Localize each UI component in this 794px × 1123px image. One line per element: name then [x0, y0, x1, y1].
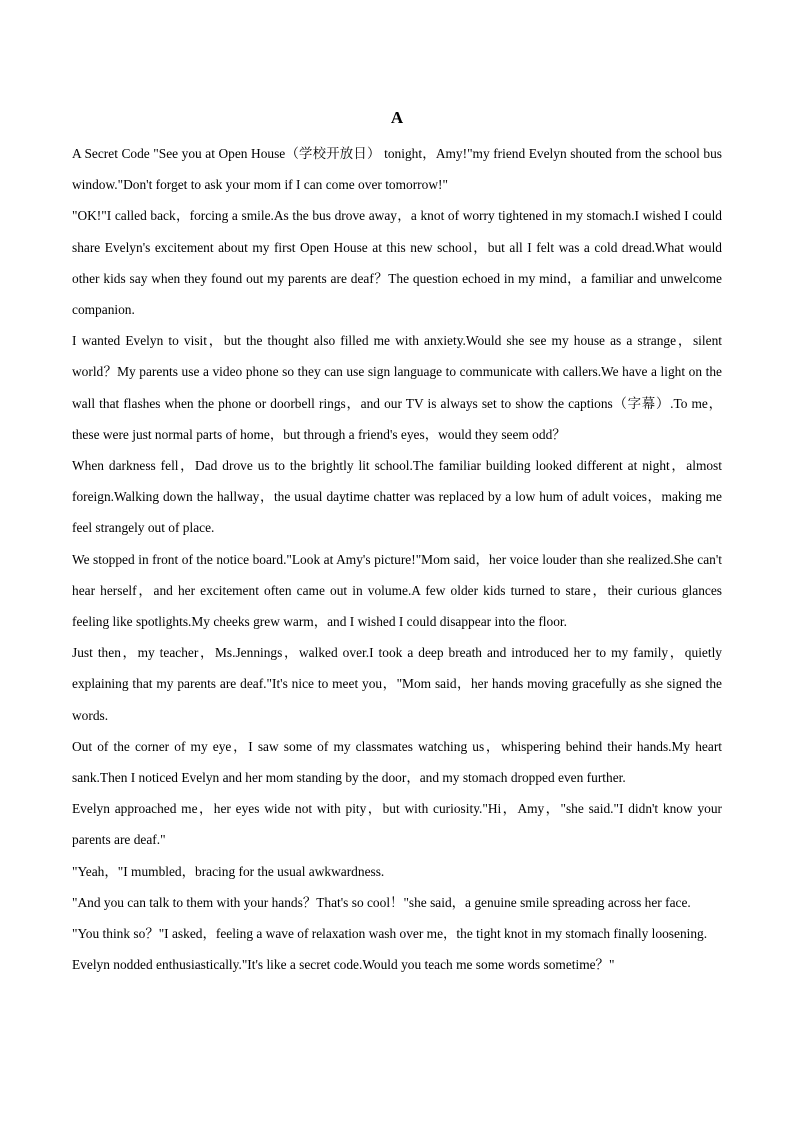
- paragraph: When darkness fell，Dad drove us to the brightly lit school.The familiar building looked different at night，almost foreign.Walking down the hallway，the usual daytime chatter was replaced by a low hum of adult voices，making me feel strangely out of place.: [72, 458, 722, 536]
- paragraph: Out of the corner of my eye，I saw some of my classmates watching us，whispering behind their hands.My heart sank.Then I noticed Evelyn and her mom standing by the door，and my stomach dropped even further.: [72, 738, 722, 786]
- paragraph: Just then，my teacher，Ms.Jennings，walked over.I took a deep breath and introduced her to my family，quietly explaining that my parents are deaf."It's nice to meet you，"Mom said，her hands moving gracefully as she signed the words.: [72, 645, 722, 723]
- section-heading: A: [390, 108, 404, 127]
- paragraph: "You think so？"I asked，feeling a wave of relaxation wash over me，the tight knot in my stomach finally loosening.: [72, 926, 708, 942]
- paragraph: Evelyn nodded enthusiastically."It's like a secret code.Would you teach me some words sometime？": [72, 957, 615, 973]
- paragraph: "Yeah，"I mumbled，bracing for the usual awkwardness.: [72, 863, 385, 879]
- paragraph: A Secret Code "See you at Open House（学校开放日） tonight，Amy!"my friend Evelyn shouted from the school bus window."Don't forget to ask your mom if I can come over tomorrow!": [72, 146, 722, 193]
- paragraph: We stopped in front of the notice board."Look at Amy's picture!"Mom said，her voice louder than she realized.She can't hear herself，and her excitement often came out in volume.A few older kids turned to stare，their curious glances feeling like spotlights.My cheeks grew warm，and I wished I could disappear into the floor.: [72, 551, 722, 630]
- article-body: [72, 138, 722, 980]
- paragraph: Evelyn approached me，her eyes wide not with pity，but with curiosity."Hi，Amy，"she said."I didn't know your parents are deaf.": [72, 801, 722, 848]
- paragraph: "And you can talk to them with your hands？That's so cool！"she said，a genuine smile spreading across her face.: [72, 894, 691, 910]
- paragraph: I wanted Evelyn to visit，but the thought also filled me with anxiety.Would she see my house as a strange，silent world？My parents use a video phone so they can use sign language to communicate with callers.We have a light on the wall that flashes when the phone or doorbell rings，and our TV is always set to show the captions（字幕）.To me，these were just normal parts of home，but through a friend's eyes，would they seem odd？: [72, 333, 722, 442]
- paragraph: "OK!"I called back，forcing a smile.As the bus drove away，a knot of worry tightened in my stomach.I wished I could share Evelyn's excitement about my first Open House at this new school，but all I felt was a cold dread.What would other kids say when they found out my parents are deaf？The question echoed in my mind，a familiar and unwelcome companion.: [72, 208, 722, 318]
